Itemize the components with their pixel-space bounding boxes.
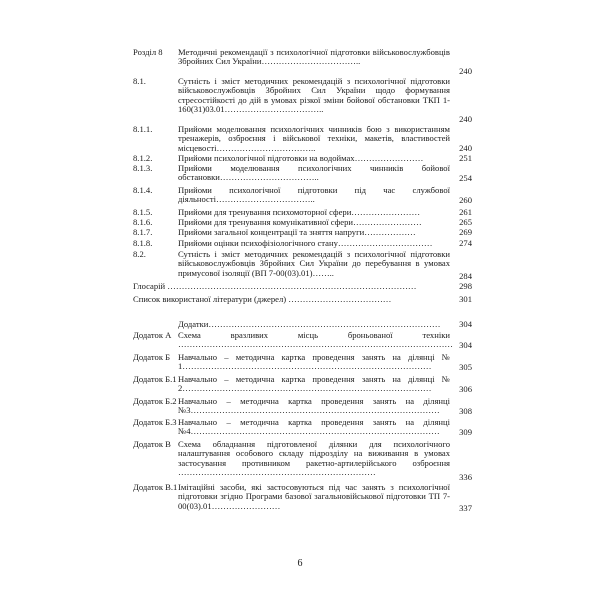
appendix-entry-page: 309 [459, 427, 472, 437]
toc-entry-title: Прийоми психологічної підготовки під час службової діяльності…………………………….. [178, 185, 450, 205]
appendix-entry-title: Навчально – методична картка проведення занять на ділянці № 1…………………………………………………………………………… [178, 352, 450, 372]
toc-entry-page: 240 [459, 66, 472, 76]
appendix-entry-title: Навчально – методична картка проведення занять на ділянці №3…………………………………………………………………………… [178, 396, 450, 416]
appendix-entry-page: 304 [459, 340, 472, 350]
toc-entry-title: Прийоми загальної концентрації та зняття напруги……………… [178, 227, 416, 237]
appendix-entry-page: 337 [459, 503, 472, 513]
appendix-entry-page: 306 [459, 384, 472, 394]
toc-entry-page: 251 [459, 153, 472, 163]
toc-entry-page: 265 [459, 217, 472, 227]
toc-entry-page: 284 [459, 271, 472, 281]
toc-entry-number: Розділ 8 [133, 47, 163, 57]
toc-entry-page: 261 [459, 207, 472, 217]
appendix-entry-title: Навчально – методична картка проведення занять на ділянці № 2…………………………………………………………………………… [178, 374, 450, 394]
toc-entry-page: 269 [459, 227, 472, 237]
page-number: 6 [297, 558, 303, 569]
toc-entry-page: 260 [459, 195, 472, 205]
toc-entry-number: 8.1.6. [133, 217, 153, 227]
appendix-entry-number: Додаток Б.1 [133, 374, 177, 384]
toc-entry-title: Прийоми психологічної підготовки на водоймах…………………… [178, 153, 424, 163]
toc-entry-title: Сутність і зміст методичних рекомендацій з психологічної підготовки військовослужбовців Збройних Сил України до перебування в умовах примусової ізоляції (ВП 7-00(03).01)…….. [178, 249, 450, 278]
toc-entry-title: Прийоми моделювання психологічних чинників бою з використанням тренажерів, озброєння і військової техніки, макетів, властивостей місцевості…………………………….. [178, 124, 450, 153]
appendix-entry-title: Імітаційні засоби, які застосовуються під час занять з психологічної підготовки згідно Програми базової загальновійськової підготовки ТП 7-00(03).01…………………… [178, 482, 450, 511]
appendix-entry-page: 336 [459, 472, 472, 482]
appendix-entry-page: 308 [459, 406, 472, 416]
toc-entry-number: 8.1.5. [133, 207, 153, 217]
appendix-entry-title: Навчально – методична картка проведення занять на ділянці №4…………………………………………………………………………… [178, 417, 450, 437]
appendix-entry-title: Схема обладнання підготовленої ділянки для психологічного налаштування особового складу підрозділу на виживання в умовах застосування противником ракетно-артилерійського озброєння …………………………………………………………… [178, 439, 450, 478]
toc-entry-page: 274 [459, 238, 472, 248]
toc-entry-number: 8.1.4. [133, 185, 153, 195]
toc-entry-title: Прийоми моделювання психологічних чинників бойової обстановки…………………………….. [178, 163, 450, 183]
appendix-entry-number: Додаток Б.2 [133, 396, 177, 406]
toc-entry-title: Прийоми оцінки психофізіологічного стану…………………………… [178, 238, 433, 248]
appendix-entry-number: Додаток Б [133, 352, 171, 362]
appendix-entry-number: Додаток А [133, 330, 172, 340]
toc-entry-title: Методичні рекомендації з психологічної підготовки військовослужбовців Збройних Сил України…………………………….. [178, 47, 450, 67]
toc-entry-title: Прийоми для тренування комунікативної сфери…………………… [178, 217, 422, 227]
toc-entry-number: 8.1.2. [133, 153, 153, 163]
toc-entry-page: 240 [459, 143, 472, 153]
appendix-heading-page: 304 [459, 319, 472, 329]
toc-entry-number: 8.1.8. [133, 238, 153, 248]
toc-entry-number: 8.1.3. [133, 163, 153, 173]
toc-entry-title: Прийоми для тренування психомоторної сфери…………………… [178, 207, 421, 217]
appendix-heading-title: Додатки……………………………………………………………………… [178, 319, 441, 329]
toc-entry-title: Глосарій …………………………………………………………………………… [133, 281, 417, 291]
appendix-entry-number: Додаток В.1 [133, 482, 178, 492]
toc-entry-title: Список використаної літератури (джерел) ……………………………… [133, 294, 392, 304]
appendix-entry-number: Додаток В [133, 439, 171, 449]
toc-entry-number: 8.1.1. [133, 124, 153, 134]
toc-entry-number: 8.1. [133, 76, 146, 86]
toc-entry-page: 254 [459, 173, 472, 183]
toc-entry-number: 8.1.7. [133, 227, 153, 237]
toc-entry-page: 298 [459, 281, 472, 291]
appendix-entry-title: Схема вразливих місць броньованої техніки …………………………………………………………………………………… [178, 330, 453, 350]
toc-entry-page: 240 [459, 114, 472, 124]
appendix-entry-page: 305 [459, 362, 472, 372]
toc-entry-title: Сутність і зміст методичних рекомендацій з психологічної підготовки військовослужбовців Збройних Сил України щодо формування стресостійкості до дій в умовах різкої зміни бойової обстановки ТКП 1-160(31)03.01…………………………….. [178, 76, 450, 115]
toc-entry-number: 8.2. [133, 249, 146, 259]
toc-entry-page: 301 [459, 294, 472, 304]
appendix-entry-number: Додаток Б.3 [133, 417, 177, 427]
